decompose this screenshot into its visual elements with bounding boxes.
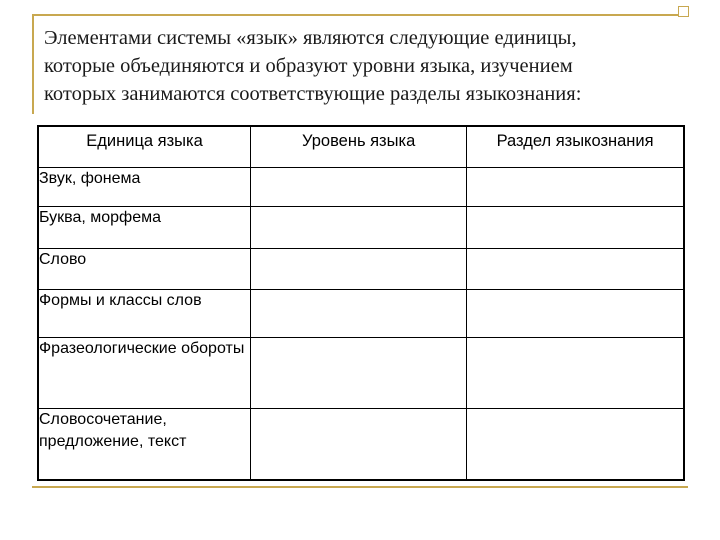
level-cell[interactable] <box>251 206 467 248</box>
header-unit: Единица языка <box>38 126 251 167</box>
header-section: Раздел языкознания <box>467 126 684 167</box>
unit-cell: Звук, фонема <box>38 167 251 206</box>
corner-square-icon <box>678 6 689 17</box>
section-cell[interactable] <box>467 248 684 289</box>
level-cell[interactable] <box>251 337 467 408</box>
intro-paragraph <box>44 24 684 108</box>
frame-bottom-line <box>32 486 688 488</box>
table-row <box>38 408 684 480</box>
intro-line-2: которые объединяются и образуют уровни языка, изучением <box>44 55 573 77</box>
table-row <box>38 167 684 206</box>
unit-cell: Фразеологические обороты <box>38 337 251 408</box>
section-cell[interactable] <box>467 337 684 408</box>
table-row <box>38 206 684 248</box>
level-cell[interactable] <box>251 167 467 206</box>
level-cell[interactable] <box>251 289 467 337</box>
unit-cell: Слово <box>38 248 251 289</box>
section-cell[interactable] <box>467 408 684 480</box>
unit-cell: Буква, морфема <box>38 206 251 248</box>
frame-left-line <box>32 14 34 114</box>
table-row <box>38 289 684 337</box>
intro-line-3: которых занимаются соответствующие разделы языкознания: <box>44 83 582 105</box>
intro-line-1: Элементами системы «язык» являются следующие единицы, <box>44 27 577 49</box>
section-cell[interactable] <box>467 206 684 248</box>
table-row <box>38 248 684 289</box>
table-header-row <box>38 126 684 167</box>
unit-cell: Словосочетание, предложение, текст <box>38 408 251 480</box>
frame-top-line <box>32 14 688 16</box>
level-cell[interactable] <box>251 248 467 289</box>
unit-cell: Формы и классы слов <box>38 289 251 337</box>
table-row <box>38 337 684 408</box>
level-cell[interactable] <box>251 408 467 480</box>
header-level: Уровень языка <box>251 126 467 167</box>
section-cell[interactable] <box>467 289 684 337</box>
language-units-table <box>37 125 685 481</box>
section-cell[interactable] <box>467 167 684 206</box>
